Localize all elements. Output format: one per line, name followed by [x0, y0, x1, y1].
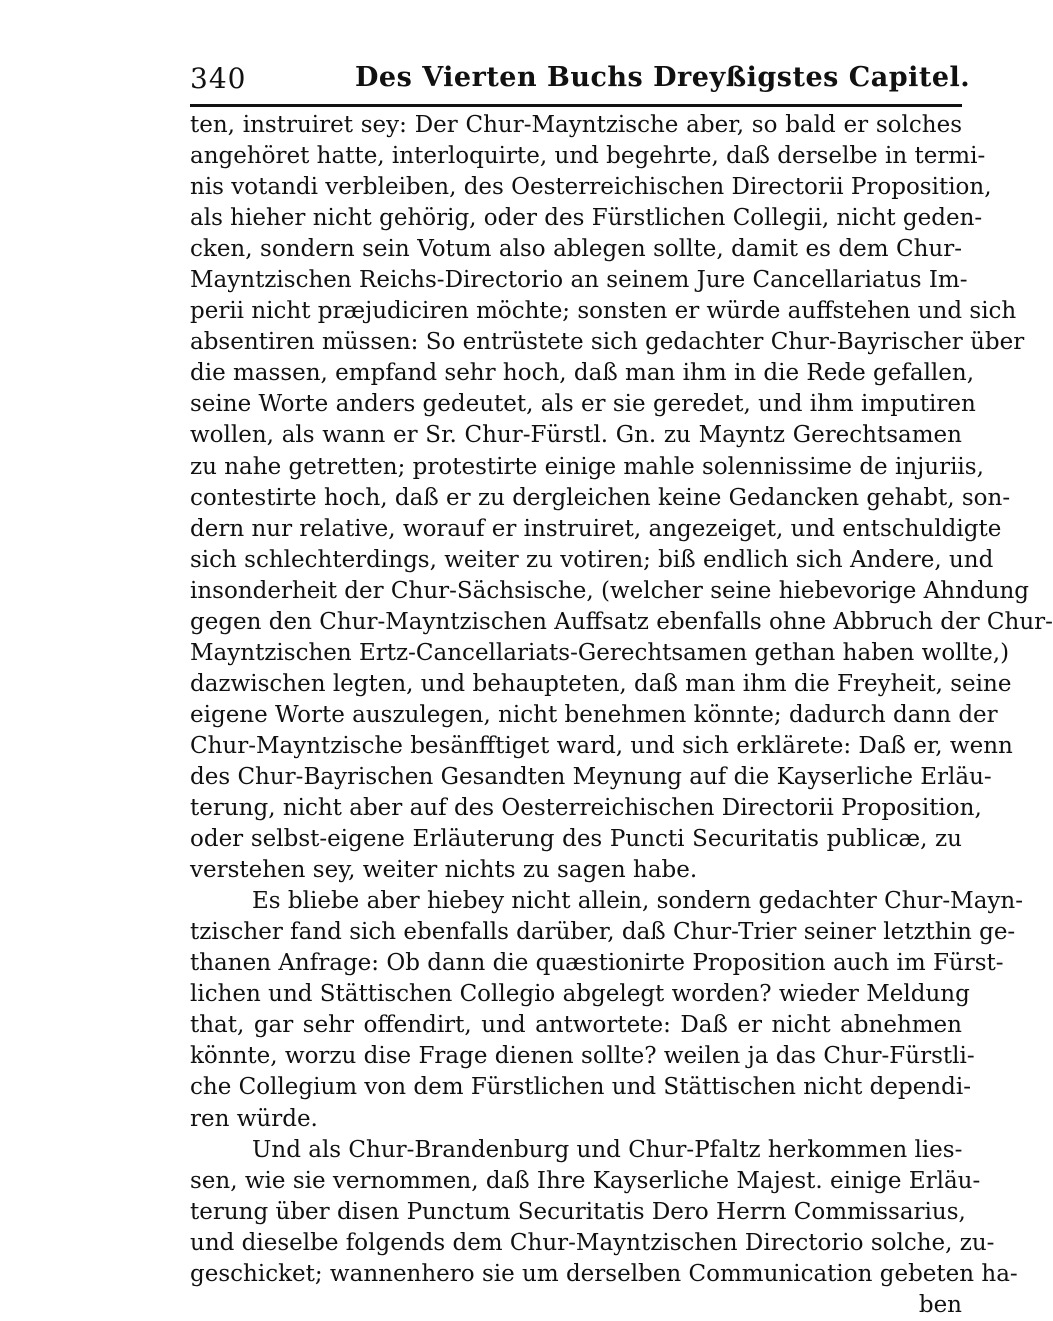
text-line: des Chur-Bayrischen Gesandten Meynung auf die Kayserliche Erläu-: [190, 763, 992, 790]
text-line: wollen, als wann er Sr. Chur-Fürstl. Gn. zu Mayntz Gerechtsamen: [190, 422, 962, 449]
text-line: sen, wie sie vernommen, daß Ihre Kayserliche Majest. einige Erläu-: [190, 1167, 981, 1194]
text-line: ren würde.: [190, 1105, 318, 1132]
text-line: insonderheit der Chur-Sächsische, (welcher seine hiebevorige Ahndung: [190, 577, 1029, 604]
text-line: seine Worte anders gedeutet, als er sie geredet, und ihm imputiren: [190, 391, 976, 418]
text-line: Und als Chur-Brandenburg und Chur-Pfaltz herkommen lies-: [252, 1136, 963, 1163]
text-line: absentiren müssen: So entrüstete sich gedachter Chur-Bayrischer über: [190, 329, 1025, 356]
text-line: eigene Worte auszulegen, nicht benehmen könnte; dadurch dann der: [190, 701, 998, 728]
text-line: that, gar sehr offendirt, und antwortete: Daß er nicht abnehmen: [190, 1012, 962, 1039]
text-line: tzischer fand sich ebenfalls darüber, daß Chur-Trier seiner letzthin ge-: [190, 919, 1016, 946]
text-line: dern nur relative, worauf er instruiret, angezeiget, und entschuldigte: [190, 515, 1002, 542]
text-line: oder selbst-eigene Erläuterung des Puncti Securitatis publicæ, zu: [190, 826, 962, 853]
text-line: contestirte hoch, daß er zu dergleichen keine Gedancken gehabt, son-: [190, 484, 1011, 511]
text-line: Mayntzischen Ertz-Cancellariats-Gerechtsamen gethan haben wollte,): [190, 639, 1010, 666]
text-line: die massen, empfand sehr hoch, daß man ihm in die Rede gefallen,: [190, 360, 975, 387]
text-line: lichen und Stättischen Collegio abgelegt worden? wieder Meldung: [190, 981, 970, 1008]
text-line: und dieselbe folgends dem Chur-Mayntzischen Directorio solche, zu-: [190, 1229, 995, 1256]
running-title: Des Vierten Buchs Dreyßigstes Capitel.: [355, 62, 971, 93]
text-line: als hieher nicht gehörig, oder des Fürstlichen Collegii, nicht geden-: [190, 205, 983, 232]
text-line: ten, instruiret sey: Der Chur-Mayntzische aber, so bald er solches: [190, 112, 962, 138]
text-line: zu nahe getretten; protestirte einige mahle solennissime de injuriis,: [190, 453, 984, 480]
text-line: verstehen sey, weiter nichts zu sagen habe.: [190, 857, 698, 884]
body-text: [190, 110, 1053, 1321]
text-line: könnte, worzu dise Frage dienen sollte? weilen ja das Chur-Fürstli-: [190, 1043, 975, 1070]
header-rule: [190, 104, 962, 107]
page-header: [190, 60, 971, 100]
text-line: Mayntzischen Reichs-Directorio an seinem Jure Cancellariatus Im-: [190, 267, 968, 294]
text-line: geschicket; wannenhero sie um derselben Communication gebeten ha-: [190, 1260, 1018, 1287]
text-line: sich schlechterdings, weiter zu votiren; biß endlich sich Andere, und: [190, 546, 994, 573]
text-line: Chur-Mayntzische besänfftiget ward, und sich erklärete: Daß er, wenn: [190, 732, 1013, 759]
text-line: terung, nicht aber auf des Oesterreichischen Directorii Proposition,: [190, 795, 982, 822]
text-line: che Collegium von dem Fürstlichen und Stättischen nicht dependi-: [190, 1074, 971, 1101]
text-line: nis votandi verbleiben, des Oesterreichischen Directorii Proposition,: [190, 174, 992, 201]
text-line: perii nicht præjudiciren möchte; sonsten er würde auffstehen und sich: [190, 298, 1017, 325]
text-line: thanen Anfrage: Ob dann die quæstionirte Proposition auch im Fürst-: [190, 950, 1004, 977]
text-line: gegen den Chur-Mayntzischen Auffsatz ebenfalls ohne Abbruch der Chur-: [190, 608, 1053, 635]
page-number: 340: [190, 62, 247, 95]
text-line: dazwischen legten, und behaupteten, daß man ihm die Freyheit, seine: [190, 670, 1012, 697]
text-line: cken, sondern sein Votum also ablegen sollte, damit es dem Chur-: [190, 236, 962, 263]
text-line: terung über disen Punctum Securitatis Dero Herrn Commissarius,: [190, 1198, 966, 1225]
text-line: Es bliebe aber hiebey nicht allein, sondern gedachter Chur-Mayn-: [252, 888, 1023, 915]
text-line: angehöret hatte, interloquirte, und begehrte, daß derselbe in termi-: [190, 143, 986, 170]
catchword: ben: [918, 1291, 962, 1318]
